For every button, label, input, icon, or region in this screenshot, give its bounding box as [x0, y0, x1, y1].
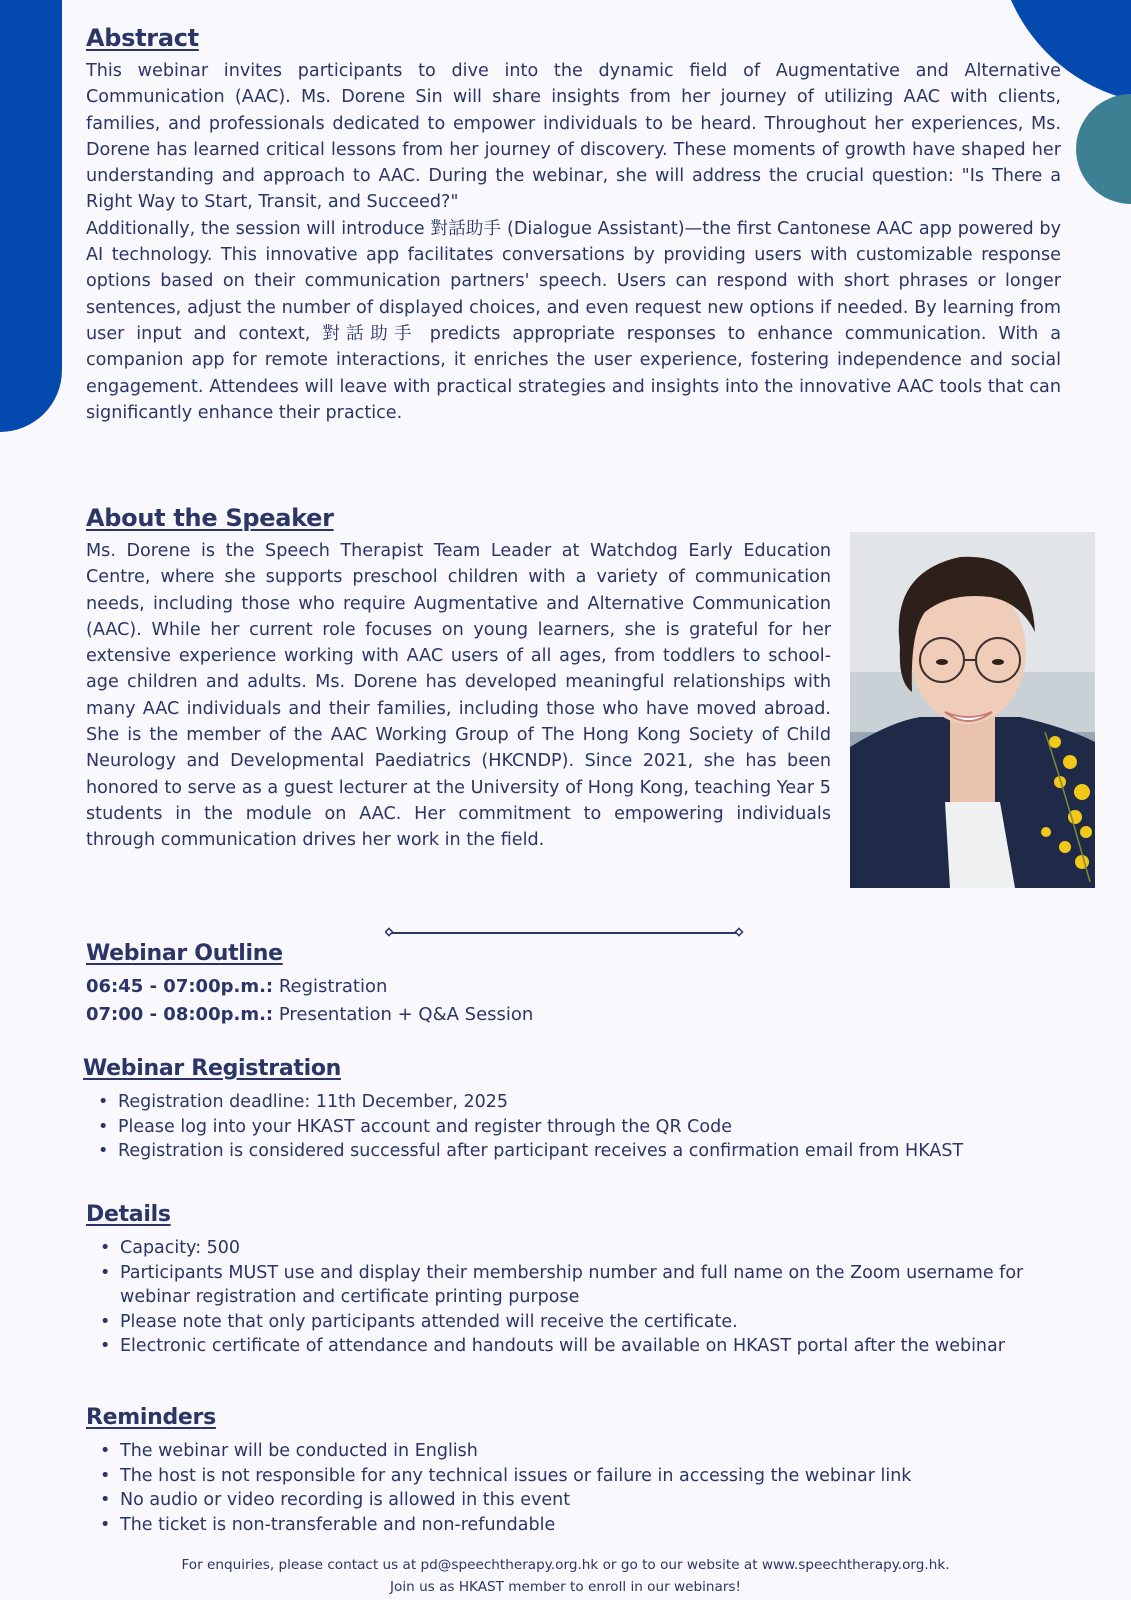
- abstract-heading: Abstract: [86, 24, 199, 52]
- registration-item: • Registration deadline: 11th December, 2025: [116, 1090, 1006, 1115]
- outline-heading: Webinar Outline: [86, 941, 283, 966]
- details-item: • Participants MUST use and display their membership number and full name on the Zoom username for webinar registration and certificate printing purpose: [118, 1261, 1028, 1310]
- decorative-left-bar: [0, 0, 62, 432]
- reminders-item: • The host is not responsible for any technical issues or failure in accessing the webinar link: [118, 1464, 1088, 1489]
- footer-contact: For enquiries, please contact us at pd@speechtherapy.org.hk or go to our website at www.speechtherapy.org.hk.: [181, 1557, 950, 1573]
- details-heading: Details: [86, 1202, 171, 1227]
- reminders-item: • No audio or video recording is allowed in this event: [118, 1488, 1088, 1513]
- decorative-teal-circle: [1076, 94, 1131, 204]
- abstract-paragraph-1: This webinar invites participants to dive into the dynamic field of Augmentative and Alternative Communication (AAC). Ms. Dorene Sin will share insights from her journey of utilizing AAC with clients, families, and professionals dedicated to empower individuals to be heard. Throughout her experiences, Ms. Dorene has learned critical lessons from her journey of discovery. These moments of growth have shaped her understanding and approach to AAC. During the webinar, she will address the crucial question: "Is There a Right Way to Start, Transit, and Succeed?": [86, 61, 1061, 213]
- outline-item: [86, 973, 387, 1000]
- details-list: [88, 1236, 1028, 1359]
- abstract-body: [86, 58, 1061, 426]
- details-item: • Capacity: 500: [118, 1236, 1028, 1261]
- registration-item: • Registration is considered successful after participant receives a confirmation email from HKAST: [116, 1139, 1006, 1164]
- abstract-paragraph-2: Additionally, the session will introduce 對話助手 (Dialogue Assistant)—the first Cantonese AAC app powered by AI technology. This innovative app facilitates conversations by providing users with customizable response options based on their communication partners' speech. Users can respond with short phrases or longer sentences, adjust the number of displayed choices, and even request new options if needed. By learning from user input and context, 對話助手 predicts appropriate responses to enhance communication. With a companion app for remote interactions, it enriches the user experience, fostering independence and social engagement. Attendees will leave with practical strategies and insights into the innovative AAC tools that can significantly enhance their practice.: [86, 218, 1061, 423]
- details-item: • Please note that only participants attended will receive the certificate.: [118, 1310, 1028, 1335]
- outline-activity: Presentation + Q&A Session: [273, 1004, 534, 1025]
- speaker-photo: [850, 532, 1095, 888]
- footer: [40, 1554, 1091, 1598]
- reminders-list: [88, 1439, 1088, 1537]
- registration-item: • Please log into your HKAST account and register through the QR Code: [116, 1115, 1006, 1140]
- reminders-heading: Reminders: [86, 1405, 216, 1430]
- outline-item: [86, 1001, 533, 1028]
- reminders-item: • The ticket is non-transferable and non-refundable: [118, 1513, 1088, 1538]
- registration-heading: Webinar Registration: [83, 1056, 342, 1081]
- outline-time: 06:45 - 07:00p.m.:: [86, 976, 274, 997]
- speaker-portrait-illustration: [850, 532, 1095, 888]
- section-divider: [385, 927, 745, 939]
- outline-activity: Registration: [273, 976, 388, 997]
- outline-time: 07:00 - 08:00p.m.:: [86, 1004, 274, 1025]
- speaker-bio: [86, 538, 831, 854]
- speaker-heading: About the Speaker: [86, 504, 334, 532]
- registration-list: [86, 1090, 1006, 1164]
- speaker-bio-text: Ms. Dorene is the Speech Therapist Team Leader at Watchdog Early Education Centre, where she supports preschool children with a variety of communication needs, including those who require Augmentative and Alternative Communication (AAC). While her current role focuses on young learners, she is grateful for her extensive experience working with AAC users of all ages, from toddlers to school-age children and adults. Ms. Dorene has developed meaningful relationships with many AAC individuals and their families, including those who have moved abroad. She is the member of the AAC Working Group of The Hong Kong Society of Child Neurology and Developmental Paediatrics (HKCNDP). Since 2021, she has been honored to serve as a guest lecturer at the University of Hong Kong, teaching Year 5 students in the module on AAC. Her commitment to empowering individuals through communication drives her work in the field.: [86, 541, 831, 851]
- details-item: • Electronic certificate of attendance and handouts will be available on HKAST portal after the webinar: [118, 1334, 1028, 1359]
- reminders-item: • The webinar will be conducted in English: [118, 1439, 1088, 1464]
- footer-membership: Join us as HKAST member to enroll in our webinars!: [390, 1579, 741, 1595]
